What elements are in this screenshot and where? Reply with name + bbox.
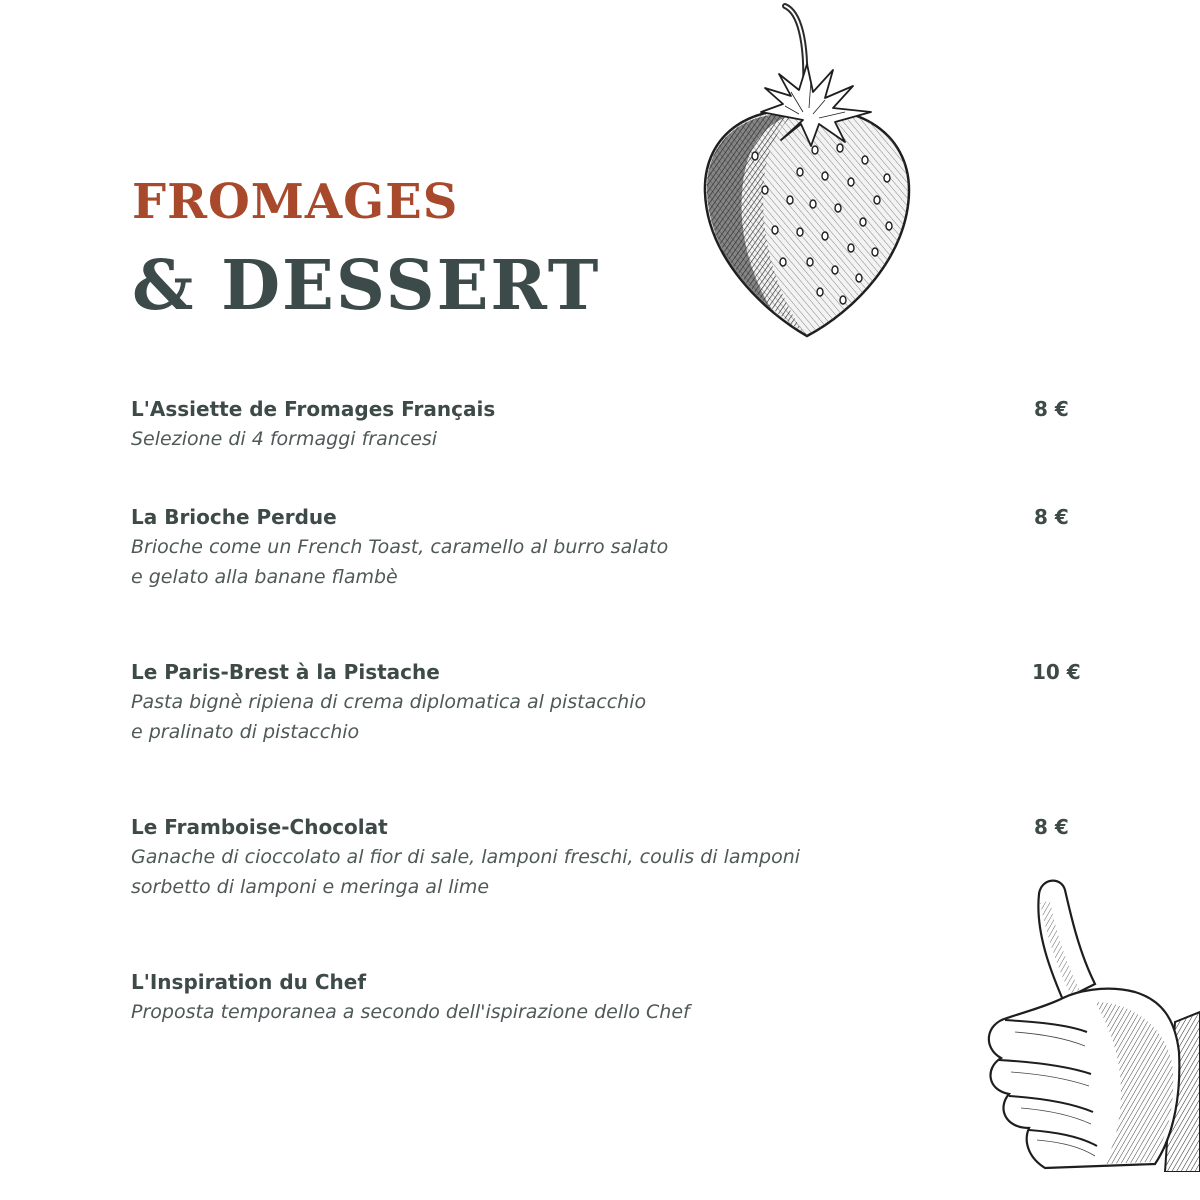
item-price: 10 € xyxy=(1032,660,1081,684)
item-description: Pasta bignè ripiena di crema diplomatica al pistacchio e pralinato di pistacchio xyxy=(131,691,647,743)
item-description: Brioche come un French Toast, caramello al burro salato e gelato alla banane flambè xyxy=(131,536,669,588)
item-description: Selezione di 4 formaggi francesi xyxy=(131,428,438,450)
item-name: L'Inspiration du Chef xyxy=(131,970,367,994)
item-price: 8 € xyxy=(1034,397,1069,421)
menu-item xyxy=(131,502,1091,592)
title-fromages: FROMAGES xyxy=(132,174,459,230)
title-dessert: & DESSERT xyxy=(132,246,601,326)
thumbs-up-illustration xyxy=(975,872,1200,1172)
item-name: Le Paris-Brest à la Pistache xyxy=(131,660,440,684)
menu-item xyxy=(131,967,1091,1027)
item-description: Proposta temporanea a secondo dell'ispirazione dello Chef xyxy=(131,1001,690,1023)
item-name: Le Framboise-Chocolat xyxy=(131,815,388,839)
menu-item xyxy=(131,812,1091,902)
item-price: 8 € xyxy=(1034,505,1069,529)
item-description: Ganache di cioccolato al fior di sale, lamponi freschi, coulis di lamponi sorbetto di lamponi e meringa al lime xyxy=(131,846,801,898)
strawberry-illustration xyxy=(695,0,920,345)
menu-item xyxy=(131,394,1091,454)
item-name: L'Assiette de Fromages Français xyxy=(131,397,496,421)
menu-item xyxy=(131,657,1091,747)
item-name: La Brioche Perdue xyxy=(131,505,337,529)
item-price: 8 € xyxy=(1034,815,1069,839)
